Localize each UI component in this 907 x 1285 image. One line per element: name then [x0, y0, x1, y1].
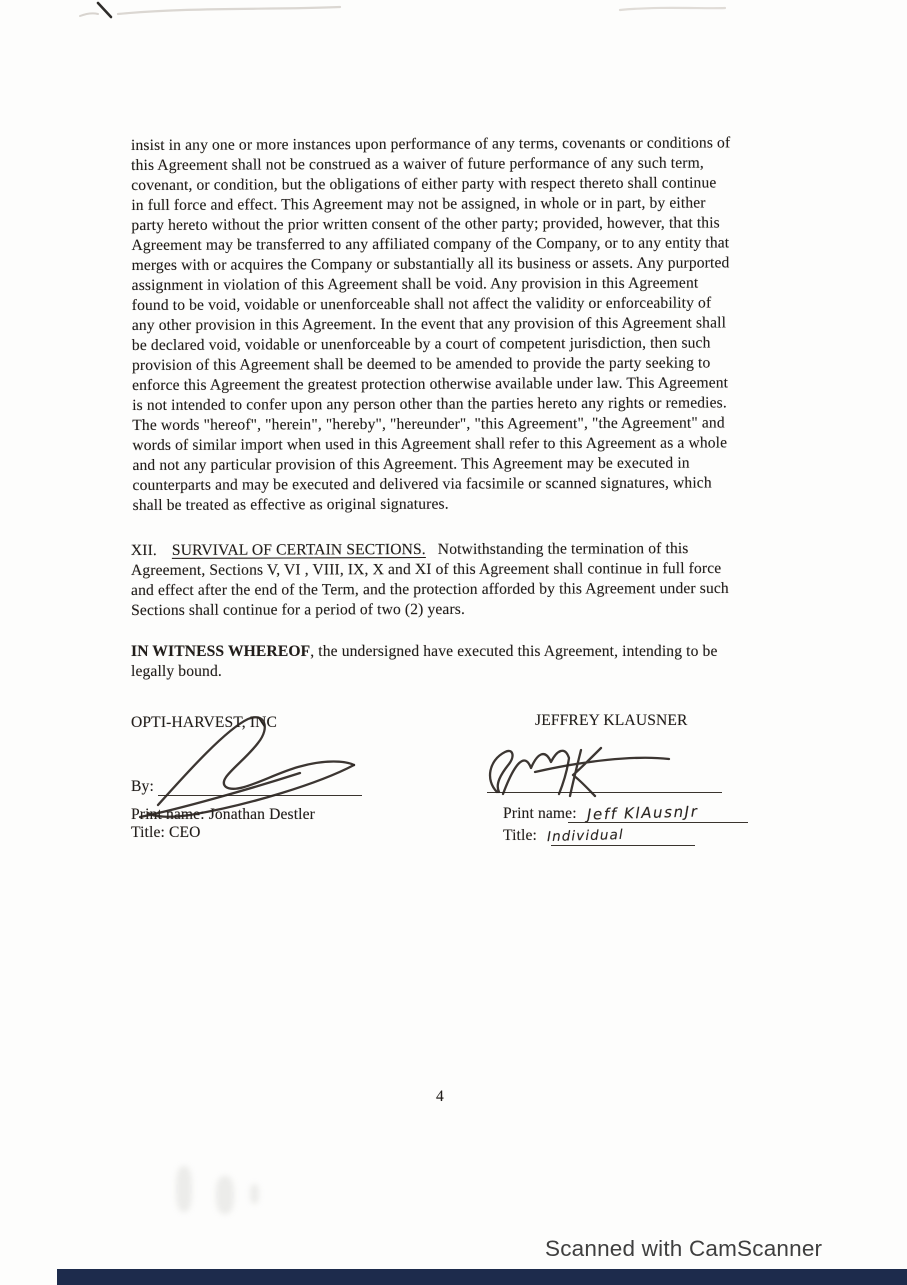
title-underline-right	[551, 829, 695, 846]
paragraph-line: Agreement may be transferred to any affiliated company of the Company, or to any entity that	[131, 234, 730, 254]
paragraph-main	[131, 134, 732, 517]
signature-jeffrey-klausner	[483, 746, 728, 804]
signature-jonathan-destler	[130, 705, 380, 830]
pen-mark	[60, 0, 760, 30]
paragraph-line: The words "hereof", "herein", "hereby", "hereunder", "this Agreement", "the Agreement" and	[132, 414, 725, 434]
page-number: 4	[436, 1088, 444, 1105]
signer-name: JEFFREY KLAUSNER	[535, 712, 688, 729]
scan-smudge	[216, 1176, 234, 1214]
witness-text: , the undersigned have executed this Agreement, intending to be	[310, 643, 718, 660]
section-text: Notwithstanding the termination of this	[437, 540, 689, 558]
section-xii	[131, 540, 729, 622]
paragraph-line: insist in any one or more instances upon performance of any terms, covenants or conditions of	[131, 134, 731, 154]
title-label: Title:	[131, 824, 165, 841]
paragraph-line: party hereto without the prior written consent of the other party; provided, however, that this	[131, 214, 720, 234]
section-number: XII.	[130, 541, 157, 560]
print-name-label: Print name:	[503, 805, 577, 822]
witness-clause	[131, 643, 717, 683]
section-text-line: and effect after the end of the Term, and the protection afforded by this Agreement under such	[131, 579, 729, 600]
by-label: By:	[131, 778, 154, 795]
paragraph-line: is not intended to confer upon any person other than the parties hereto any rights or remedies.	[132, 394, 727, 414]
paragraph-line: covenant, or condition, but the obligations of either party with respect thereto shall continue	[131, 174, 717, 194]
scanner-footer-bar	[57, 1269, 907, 1285]
company-name: OPTI-HARVEST, INC	[131, 714, 278, 731]
section-text-line: Agreement, Sections V, VI , VIII, IX, X and XI of this Agreement shall continue in full force	[130, 559, 722, 580]
section-text-line: Sections shall continue for a period of two (2) years.	[131, 600, 465, 620]
print-name-label: Print name:	[131, 806, 205, 823]
title-label: Title:	[503, 827, 537, 844]
witness-text-line: legally bound.	[131, 663, 222, 680]
scan-smudge	[176, 1166, 192, 1212]
print-name-value: Jonathan Destler	[208, 806, 315, 823]
print-name-handwritten: Jeff KlAusnJr	[586, 802, 699, 824]
paragraph-line: this Agreement shall not be construed as a waiver of future performance of any such term,	[131, 154, 704, 174]
paragraph-line: and not any particular provision of this Agreement. This Agreement may be executed in	[132, 454, 690, 474]
title-value: CEO	[168, 824, 201, 841]
paragraph-line: assignment in violation of this Agreement shall be void. Any provision in this Agreement	[131, 274, 699, 294]
paragraph-line: shall be treated as effective as original signatures.	[132, 495, 449, 514]
paragraph-line: any other provision in this Agreement. In the event that any provision of this Agreement shall	[131, 314, 727, 334]
paragraph-line: merges with or acquires the Company or substantially all its business or assets. Any purported	[131, 254, 730, 274]
paragraph-line: counterparts and may be executed and delivered via facsimile or scanned signatures, which	[132, 474, 712, 494]
paragraph-line: provision of this Agreement shall be deemed to be amended to provide the party seeking to	[131, 354, 711, 374]
section-heading: SURVIVAL OF CERTAIN SECTIONS.	[171, 541, 426, 559]
witness-bold-text: IN WITNESS WHEREOF	[131, 643, 311, 660]
camscanner-watermark: Scanned with CamScanner	[545, 1236, 823, 1261]
paragraph-line: enforce this Agreement the greatest protection otherwise available under law. This Agreement	[132, 374, 729, 394]
paragraph-line: words of similar import when used in this Agreement shall refer to this Agreement as a whole	[132, 434, 728, 454]
paragraph-line: found to be void, voidable or unenforceable shall not affect the validity or enforceability of	[131, 294, 712, 314]
paragraph-line: be declared void, voidable or unenforceable by a court of competent jurisdiction, then such	[131, 334, 711, 354]
title-handwritten: Individual	[546, 826, 624, 846]
print-name-underline-right	[568, 806, 748, 823]
paragraph-line: in full force and effect. This Agreement may not be assigned, in whole or in part, by either	[131, 194, 706, 214]
scan-smudge	[250, 1184, 259, 1204]
